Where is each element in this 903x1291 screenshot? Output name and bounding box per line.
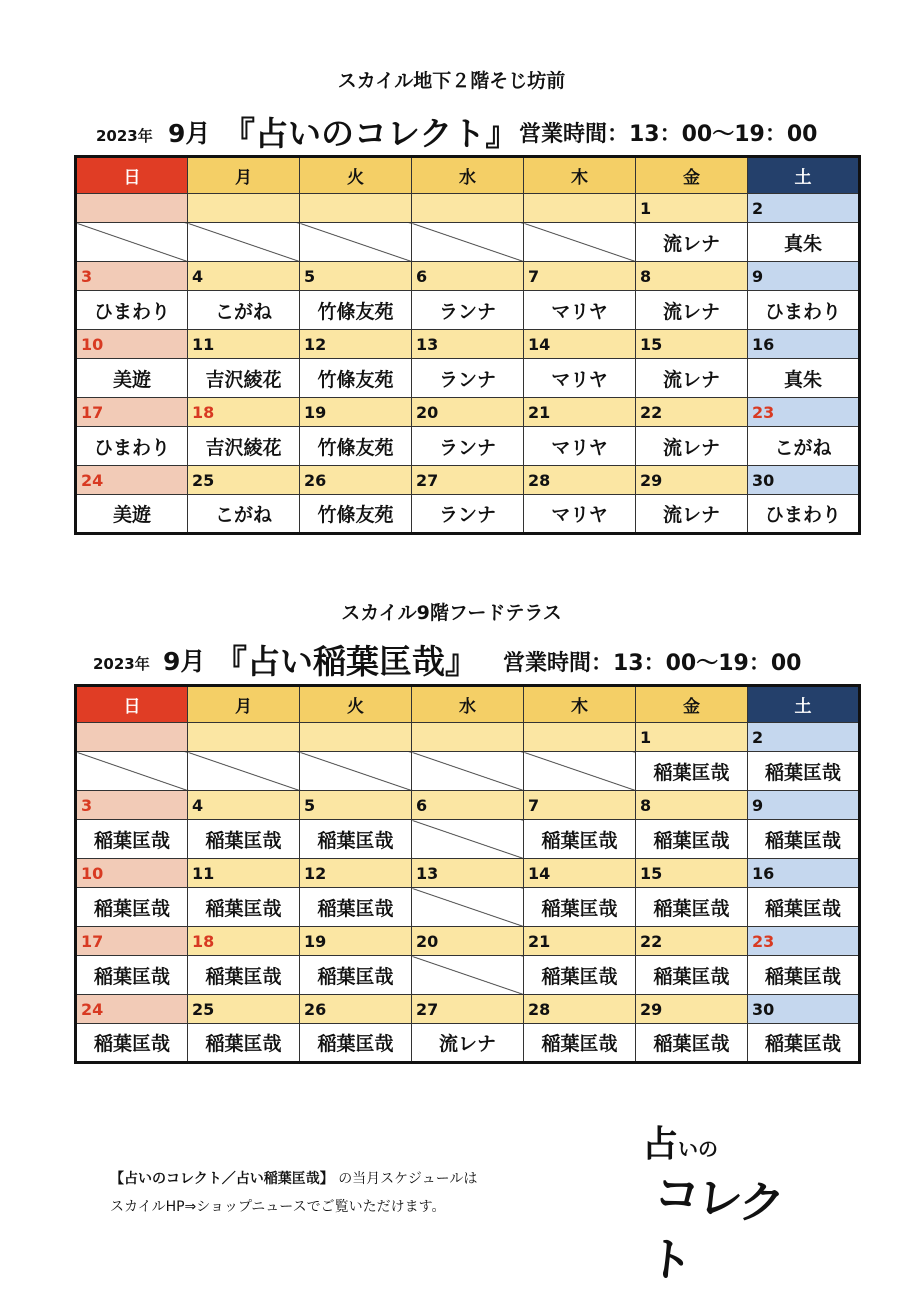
closed-cell <box>412 956 524 995</box>
weekday-header: 火 <box>300 157 412 194</box>
closed-cell <box>412 820 524 859</box>
fortune-teller-cell: 竹條友苑 <box>300 291 412 330</box>
fortune-teller-cell: ひまわり <box>748 291 860 330</box>
weekday-header: 木 <box>524 157 636 194</box>
fortune-teller-cell: 稲葉匡哉 <box>524 888 636 927</box>
fortune-teller-cell: ひまわり <box>76 427 188 466</box>
fortune-teller-cell: 真朱 <box>748 359 860 398</box>
weekday-header: 火 <box>300 686 412 723</box>
date-row <box>76 927 860 956</box>
date-cell: 16 <box>748 330 860 359</box>
date-row <box>76 723 860 752</box>
fortune-teller-cell: 稲葉匡哉 <box>188 888 300 927</box>
section2-hours: 営業時間：13：00〜19：00 <box>503 651 802 676</box>
closed-cell <box>300 223 412 262</box>
footer-line1: の当月スケジュールは <box>338 1171 478 1187</box>
date-cell: 16 <box>748 859 860 888</box>
date-cell: 5 <box>300 791 412 820</box>
fortune-teller-cell: 稲葉匡哉 <box>76 888 188 927</box>
date-cell <box>524 194 636 223</box>
fortune-teller-cell: 稲葉匡哉 <box>188 1024 300 1063</box>
date-cell: 19 <box>300 927 412 956</box>
fortune-teller-cell: 竹條友苑 <box>300 495 412 534</box>
date-cell: 29 <box>636 995 748 1024</box>
date-cell <box>300 723 412 752</box>
section2-shop-name: 『占い稲葉匡哉』 <box>214 642 478 681</box>
fortune-teller-cell: 竹條友苑 <box>300 427 412 466</box>
date-cell: 9 <box>748 791 860 820</box>
fortune-teller-cell: 稲葉匡哉 <box>524 1024 636 1063</box>
closed-cell <box>412 223 524 262</box>
weekday-header: 木 <box>524 686 636 723</box>
date-cell: 27 <box>412 995 524 1024</box>
closed-cell <box>76 223 188 262</box>
fortune-teller-cell: 美遊 <box>76 495 188 534</box>
section1-title <box>0 108 903 153</box>
fortune-teller-cell: ひまわり <box>748 495 860 534</box>
name-row <box>76 820 860 859</box>
date-cell: 7 <box>524 791 636 820</box>
date-cell: 10 <box>76 859 188 888</box>
date-row <box>76 995 860 1024</box>
fortune-teller-cell: 稲葉匡哉 <box>76 1024 188 1063</box>
name-row <box>76 291 860 330</box>
date-cell <box>188 723 300 752</box>
date-cell: 26 <box>300 995 412 1024</box>
date-cell: 26 <box>300 466 412 495</box>
closed-cell <box>188 752 300 791</box>
fortune-teller-cell: 流レナ <box>412 1024 524 1063</box>
date-cell: 23 <box>748 927 860 956</box>
date-cell: 6 <box>412 791 524 820</box>
section2-calendar <box>74 684 861 1064</box>
date-cell: 8 <box>636 262 748 291</box>
section1-subtitle: スカイル地下２階そじ坊前 <box>337 70 566 92</box>
fortune-teller-cell: 稲葉匡哉 <box>636 752 748 791</box>
date-cell: 1 <box>636 194 748 223</box>
closed-cell <box>524 752 636 791</box>
fortune-teller-cell: 稲葉匡哉 <box>300 956 412 995</box>
date-cell: 18 <box>188 927 300 956</box>
section1-calendar <box>74 155 861 535</box>
date-cell: 28 <box>524 995 636 1024</box>
weekday-header: 日 <box>76 686 188 723</box>
weekday-header: 日 <box>76 157 188 194</box>
date-cell: 14 <box>524 330 636 359</box>
date-cell: 2 <box>748 194 860 223</box>
fortune-teller-cell: ランナ <box>412 359 524 398</box>
date-cell: 18 <box>188 398 300 427</box>
fortune-teller-cell: 真朱 <box>748 223 860 262</box>
date-row <box>76 262 860 291</box>
name-row <box>76 1024 860 1063</box>
fortune-teller-cell: マリヤ <box>524 291 636 330</box>
date-cell: 12 <box>300 330 412 359</box>
date-cell: 19 <box>300 398 412 427</box>
weekday-header: 水 <box>412 157 524 194</box>
name-row <box>76 956 860 995</box>
date-cell: 28 <box>524 466 636 495</box>
weekday-header: 金 <box>636 157 748 194</box>
section2-title <box>0 638 903 681</box>
closed-cell <box>188 223 300 262</box>
fortune-teller-cell: 稲葉匡哉 <box>76 956 188 995</box>
date-cell <box>188 194 300 223</box>
date-cell: 3 <box>76 262 188 291</box>
fortune-teller-cell: 稲葉匡哉 <box>300 820 412 859</box>
footer-note <box>110 1165 477 1221</box>
closed-cell <box>412 752 524 791</box>
fortune-teller-cell: 流レナ <box>636 291 748 330</box>
fortune-teller-cell: こがね <box>188 495 300 534</box>
fortune-teller-cell: 稲葉匡哉 <box>76 820 188 859</box>
closed-cell <box>76 752 188 791</box>
section1-shop-name: 『占いのコレクト』 <box>222 114 519 153</box>
date-cell: 21 <box>524 398 636 427</box>
date-row <box>76 398 860 427</box>
date-row <box>76 466 860 495</box>
closed-cell <box>300 752 412 791</box>
section2-year: 2023年 <box>93 655 150 673</box>
fortune-teller-cell: 稲葉匡哉 <box>524 956 636 995</box>
section1-year: 2023年 <box>96 127 153 145</box>
section1-hours: 営業時間：13：00〜19：00 <box>519 122 818 147</box>
fortune-teller-cell: 稲葉匡哉 <box>636 820 748 859</box>
fortune-teller-cell: マリヤ <box>524 359 636 398</box>
name-row <box>76 495 860 534</box>
fortune-teller-cell: マリヤ <box>524 427 636 466</box>
date-cell: 8 <box>636 791 748 820</box>
fortune-teller-cell: 稲葉匡哉 <box>748 956 860 995</box>
date-cell <box>412 723 524 752</box>
date-cell: 2 <box>748 723 860 752</box>
date-cell: 6 <box>412 262 524 291</box>
date-cell: 25 <box>188 995 300 1024</box>
fortune-teller-cell: 流レナ <box>636 223 748 262</box>
footer-shops: 【占いのコレクト／占い稲葉匡哉】 <box>110 1171 334 1187</box>
fortune-teller-cell: 流レナ <box>636 359 748 398</box>
date-cell: 17 <box>76 927 188 956</box>
weekday-header: 水 <box>412 686 524 723</box>
logo <box>640 1112 820 1289</box>
date-cell: 24 <box>76 995 188 1024</box>
date-cell: 9 <box>748 262 860 291</box>
date-row <box>76 791 860 820</box>
date-cell: 1 <box>636 723 748 752</box>
weekday-header: 月 <box>188 157 300 194</box>
section2-subtitle: スカイル9階フードテラス <box>341 602 562 624</box>
fortune-teller-cell: 稲葉匡哉 <box>636 956 748 995</box>
date-cell: 24 <box>76 466 188 495</box>
date-cell: 17 <box>76 398 188 427</box>
closed-cell <box>412 888 524 927</box>
fortune-teller-cell: 稲葉匡哉 <box>748 888 860 927</box>
date-cell: 27 <box>412 466 524 495</box>
weekday-header-row <box>76 157 860 194</box>
fortune-teller-cell: 稲葉匡哉 <box>300 1024 412 1063</box>
date-cell: 30 <box>748 995 860 1024</box>
fortune-teller-cell: ランナ <box>412 427 524 466</box>
weekday-header-row <box>76 686 860 723</box>
name-row <box>76 888 860 927</box>
fortune-teller-cell: 稲葉匡哉 <box>636 1024 748 1063</box>
date-cell: 4 <box>188 262 300 291</box>
date-cell: 3 <box>76 791 188 820</box>
date-row <box>76 330 860 359</box>
date-cell <box>412 194 524 223</box>
fortune-teller-cell: 稲葉匡哉 <box>748 752 860 791</box>
closed-cell <box>524 223 636 262</box>
date-cell <box>76 723 188 752</box>
weekday-header: 土 <box>748 686 860 723</box>
date-cell: 21 <box>524 927 636 956</box>
section2-month: 9月 <box>163 647 206 676</box>
date-cell: 13 <box>412 330 524 359</box>
date-cell: 11 <box>188 330 300 359</box>
weekday-header: 金 <box>636 686 748 723</box>
date-cell: 14 <box>524 859 636 888</box>
logo-small: いの <box>678 1137 719 1161</box>
date-cell <box>76 194 188 223</box>
fortune-teller-cell: 吉沢綾花 <box>188 359 300 398</box>
fortune-teller-cell: こがね <box>748 427 860 466</box>
fortune-teller-cell: 竹條友苑 <box>300 359 412 398</box>
weekday-header: 土 <box>748 157 860 194</box>
date-row <box>76 859 860 888</box>
date-cell: 22 <box>636 398 748 427</box>
name-row <box>76 359 860 398</box>
fortune-teller-cell: ひまわり <box>76 291 188 330</box>
name-row <box>76 752 860 791</box>
date-cell: 20 <box>412 398 524 427</box>
date-cell <box>300 194 412 223</box>
fortune-teller-cell: 稲葉匡哉 <box>748 820 860 859</box>
section1-month: 9月 <box>168 119 211 148</box>
date-cell: 13 <box>412 859 524 888</box>
fortune-teller-cell: 稲葉匡哉 <box>300 888 412 927</box>
fortune-teller-cell: こがね <box>188 291 300 330</box>
date-cell: 15 <box>636 330 748 359</box>
date-cell: 11 <box>188 859 300 888</box>
date-cell <box>524 723 636 752</box>
weekday-header: 月 <box>188 686 300 723</box>
logo-name: コレクト <box>644 1164 785 1289</box>
name-row <box>76 223 860 262</box>
name-row <box>76 427 860 466</box>
date-cell: 15 <box>636 859 748 888</box>
fortune-teller-cell: ランナ <box>412 495 524 534</box>
fortune-teller-cell: 稲葉匡哉 <box>636 888 748 927</box>
date-cell: 25 <box>188 466 300 495</box>
date-cell: 4 <box>188 791 300 820</box>
date-cell: 12 <box>300 859 412 888</box>
date-cell: 30 <box>748 466 860 495</box>
footer-line2: スカイルHP⇒ショップニュースでご覧いただけます。 <box>110 1199 446 1215</box>
date-cell: 5 <box>300 262 412 291</box>
fortune-teller-cell: 稲葉匡哉 <box>524 820 636 859</box>
date-cell: 10 <box>76 330 188 359</box>
date-cell: 23 <box>748 398 860 427</box>
date-row <box>76 194 860 223</box>
fortune-teller-cell: マリヤ <box>524 495 636 534</box>
date-cell: 20 <box>412 927 524 956</box>
date-cell: 22 <box>636 927 748 956</box>
logo-main: 占 <box>642 1123 679 1165</box>
fortune-teller-cell: 稲葉匡哉 <box>188 956 300 995</box>
fortune-teller-cell: 吉沢綾花 <box>188 427 300 466</box>
date-cell: 7 <box>524 262 636 291</box>
fortune-teller-cell: 稲葉匡哉 <box>748 1024 860 1063</box>
fortune-teller-cell: 美遊 <box>76 359 188 398</box>
fortune-teller-cell: 流レナ <box>636 495 748 534</box>
fortune-teller-cell: 流レナ <box>636 427 748 466</box>
fortune-teller-cell: ランナ <box>412 291 524 330</box>
fortune-teller-cell: 稲葉匡哉 <box>188 820 300 859</box>
date-cell: 29 <box>636 466 748 495</box>
